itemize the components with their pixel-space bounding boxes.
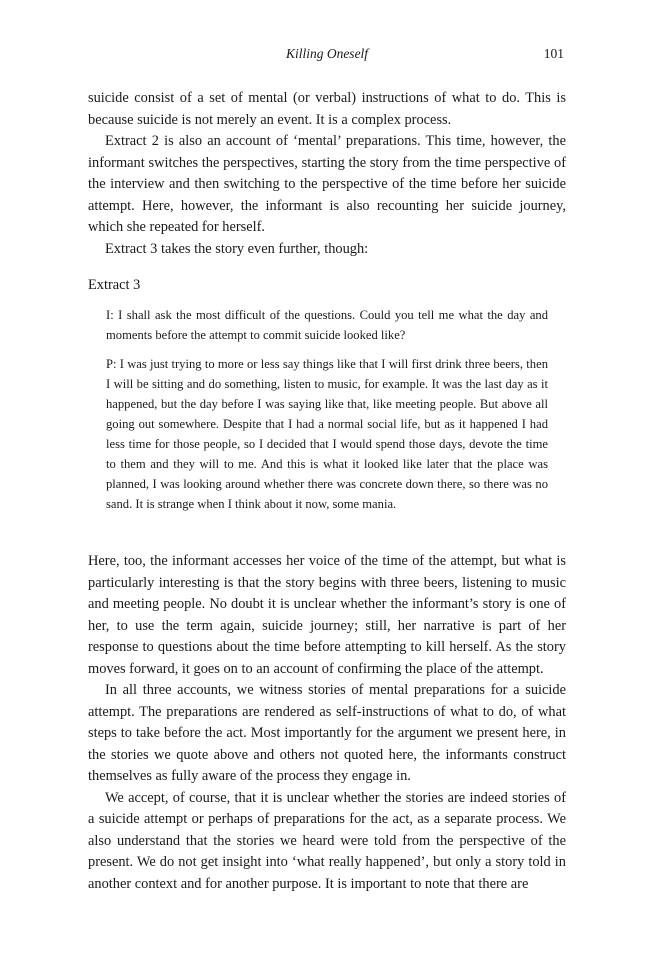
paragraph: We accept, of course, that it is unclear whether the stories are indeed stories of a suicide attempt or perhaps of preparations for the act, as a separate process. We also understand that the stories we heard were told from the perspective of the present. We do not get insight into ‘what really happened’, but only a story told in another context and for another purpose. It is important to note that there are xyxy=(88,789,566,892)
paragraph: suicide consist of a set of mental (or verbal) instructions of what to do. This is because suicide is not merely an event. It is a complex process. xyxy=(88,90,566,128)
paragraph: Extract 3 takes the story even further, though: xyxy=(105,240,369,257)
running-title: Killing Oneself xyxy=(285,46,369,61)
participant-turn: P: I was just trying to more or less say things like that I will first drink three beers, then I will be sitting and do something, listen to music, for example. It was the last day as it happened, but the day before I was saying like that, like meeting people. But above all going out somewhere. Despite that I had a normal social life, but as it happened I had less time for those people, so I decided that I would spend those days, devote the time to them and they will to me. And this is what it looked like later that the place was planned, I was looking around whether there was concrete down there, so there was no sand. It is strange when I think about it now, some mania. xyxy=(106,357,548,511)
paragraph: In all three accounts, we witness stories of mental preparations for a suicide attempt. The preparations are rendered as self-instructions of what to do, of what steps to take before the act. Most importantly for the argument we present here, in the stories we quote above and others not quoted here, the informants construct themselves as fully aware of the process they engage in. xyxy=(88,682,566,784)
extract-quote xyxy=(106,305,548,514)
interviewer-turn: I: I shall ask the most difficult of the questions. Could you tell me what the day and moments before the attempt to commit suicide looked like? xyxy=(106,308,548,342)
body-text-bottom xyxy=(88,551,566,895)
paragraph: Here, too, the informant accesses her voice of the time of the attempt, but what is particularly interesting is that the story begins with three beers, listening to music and meeting people. No doubt it is unclear whether the informant’s story is one of her, to use the term again, suicide journey; still, her narrative is part of her response to questions about the time before attempting to kill herself. As the story moves forward, it goes on to an account of confirming the place of the attempt. xyxy=(88,553,566,677)
body-text-top xyxy=(88,88,566,260)
running-header xyxy=(88,46,566,64)
paragraph: Extract 2 is also an account of ‘mental’ preparations. This time, however, the informant switches the perspectives, starting the story from the time perspective of the interview and then switching to the perspective of the time before her suicide attempt. Here, however, the informant is also recounting her suicide journey, which she repeated for herself. xyxy=(88,133,566,235)
page-number: 101 xyxy=(543,46,564,61)
extract-heading: Extract 3 xyxy=(88,277,141,293)
